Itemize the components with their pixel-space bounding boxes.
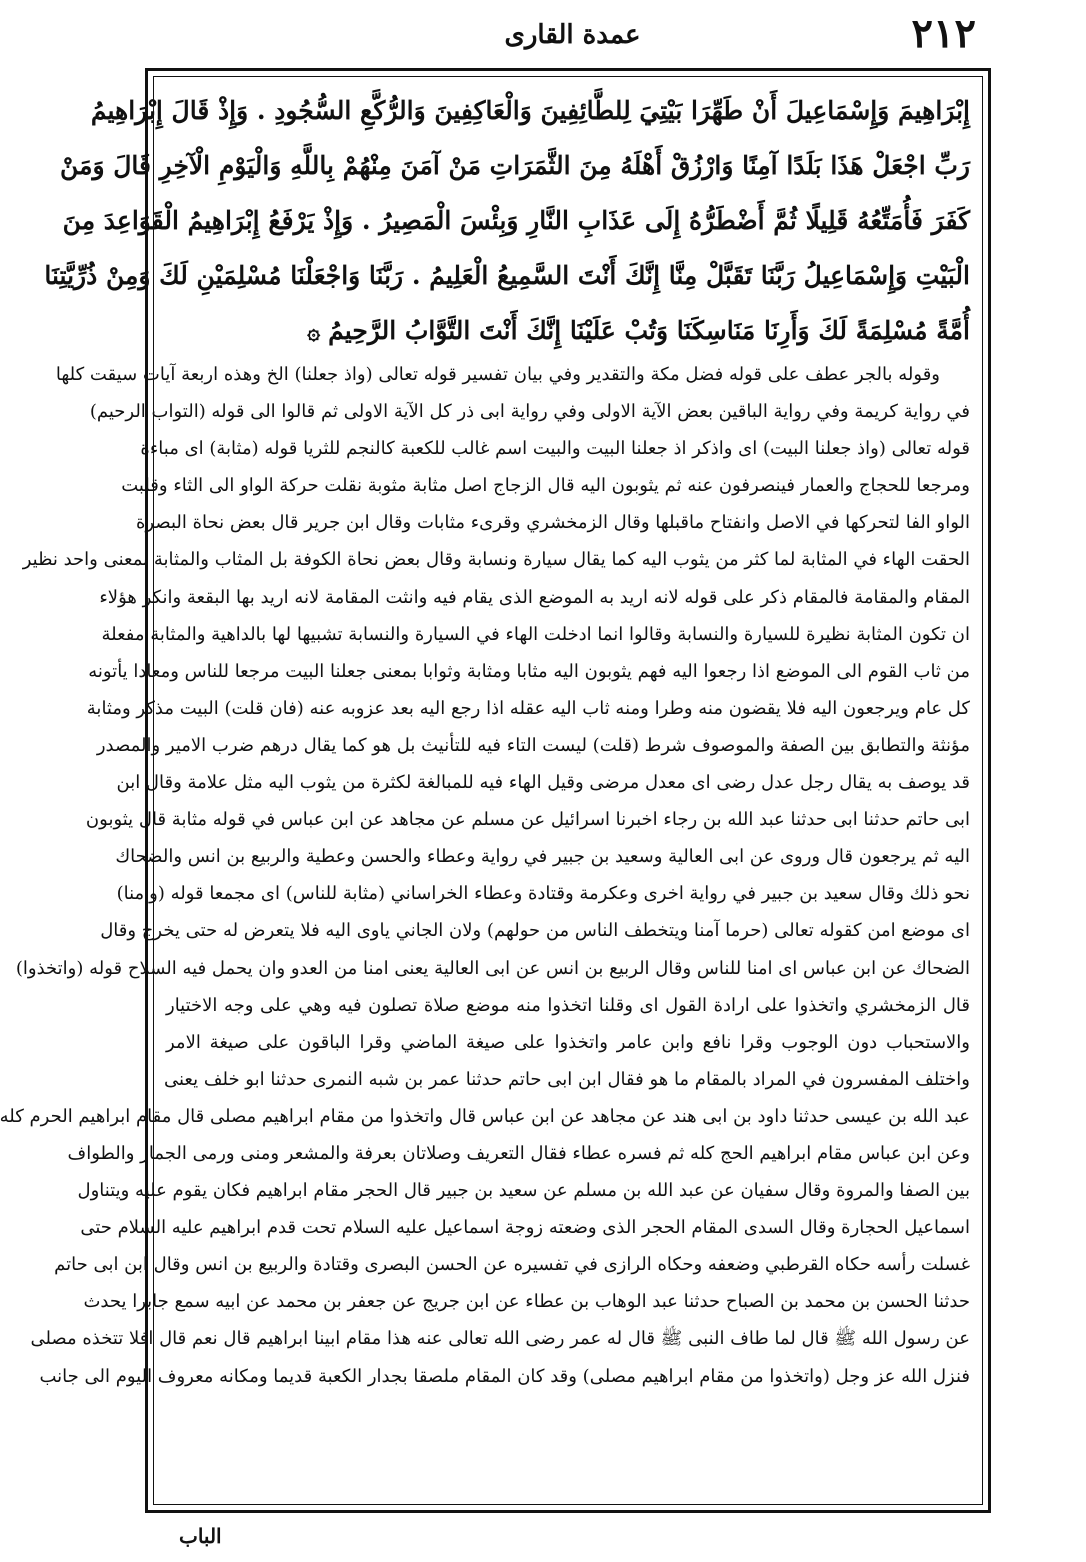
- commentary-line: قوله تعالى (واذ جعلنا البيت) اى واذكر اذ جعلنا البيت والبيت اسم غالب للكعبة كالنجم للثريا قوله (مثابة) اى مباءة: [140, 438, 970, 460]
- commentary-line: اليه ثم يرجعون قال وروى عن ابى العالية وسعيد بن جبير في رواية وعطاء والحسن وعطية والربيع بن انس والضحاك: [115, 846, 970, 868]
- commentary-line: ومرجعا للحجاج والعمار فينصرفون عنه ثم يثوبون اليه قال الزجاج اصل مثابة مثوبة نقلت حركة الواو الى الثاء وقلبت: [121, 475, 970, 497]
- commentary-line: المقام والمقامة فالمقام ذكر على قوله لانه اريد به الموضع الذى يقام فيه وانثت المقامة لانه اريد بها البقعة وانكر هؤلاء: [99, 586, 970, 608]
- commentary-line: وعن ابن عباس مقام ابراهيم الحج كله ثم فسره عطاء فقال التعريف وصلاتان بعرفة والمشعر ومنى ورمى الجمار والطواف: [67, 1142, 970, 1164]
- commentary-line: مؤنثة والتطابق بين الصفة والموصوف شرط (قلت) ليست التاء فيه للتأنيث بل هو كما يقال درهم ضرب الامير والمصدر: [96, 734, 970, 756]
- commentary-line: وقوله بالجر عطف على قوله فضل مكة والتقدير وفي بيان تفسير قوله تعالى (واذ جعلنا) الخ وهذه اربعة آيات سيقت كلها: [55, 364, 940, 385]
- commentary-line: من ثاب القوم الى الموضع اذا رجعوا اليه فهم يثوبون اليه مثابا ومثابة وثوابا بمعنى جعلنا البيت مرجعا للناس ومعادا يأتونه: [88, 660, 970, 682]
- commentary-line: بين الصفا والمروة وقال سفيان عن عبد الله بن مسلم عن سعيد بن جبير قال الحجر مقام ابراهيم فكان يقوم عليه ويتناول: [77, 1180, 970, 1202]
- text-frame: [0, 68, 991, 1513]
- catchword: الباب: [179, 1524, 222, 1548]
- verse-line: [166, 303, 970, 358]
- commentary-line: غسلت رأسه حكاه القرطبي وضعفه وحكاه الرازى في تفسيره عن الحسن البصرى وقتادة والربيع بن انس وقال ابن ابى حاتم: [54, 1254, 970, 1276]
- verse-line-text: أُمَّةً مُسْلِمَةً لَكَ وَأَرِنَا مَنَاسِكَنَا وَتُبْ عَلَيْنَا إِنَّكَ أَنْتَ التَّوَّابُ الرَّحِيمُ: [328, 316, 970, 345]
- commentary-line: كل عام ويرجعون اليه فلا يقضون منه وطرا ومنه ثاب اليه عقله اذا رجع اليه بعد عزوبه عنه (فان قلت) البيت مذكر ومثابة: [86, 697, 970, 719]
- running-title: عمدة القارى: [504, 20, 641, 50]
- commentary-line: اى موضع امن كقوله تعالى (حرما آمنا ويتخطف الناس من حولهم) ولان الجاني ياوى اليه فلا يتعرض له حتى يخرج وقال: [100, 920, 970, 942]
- commentary-line: عن رسول الله ﷺ قال لما طاف النبى ﷺ قال له عمر رضى الله تعالى عنه هذا مقام ابينا ابراهيم قال نعم قال افلا تتخذه مصلى: [30, 1328, 970, 1350]
- commentary-line: الواو الفا لتحركها في الاصل وانفتاح ماقبلها وقال الزمخشري وقرىء مثابات وقال ابن جرير قال بعض نحاة البصرة: [136, 512, 970, 534]
- commentary-line: عبد الله بن عيسى حدثنا داود بن ابى هند عن مجاهد عن ابن عباس قال واتخذوا من مقام ابراهيم مصلى قال مقام ابراهيم الحرم كله: [0, 1105, 970, 1127]
- commentary-line: والاستحباب دون الوجوب وقرا نافع وابن عامر واتخذوا على صيغة الماضي وقرا الباقون على صيغة الامر: [166, 1031, 970, 1053]
- commentary-line: ان تكون المثابة نظيرة للسيارة والنسابة وقالوا انما ادخلت الهاء في السيارة والنسابة تشبيها لها بالداهية والمثابة مفعلة: [101, 623, 970, 645]
- commentary-line: قد يوصف به يقال رجل عدل رضى اى معدل مرضى وقيل الهاء فيه للمبالغة لكثرة من يثوب اليه مثل علامة وقال ابن: [116, 772, 970, 794]
- verse-line: إِبْرَاهِيمَ وَإِسْمَاعِيلَ أَنْ طَهِّرَا بَيْتِيَ لِلطَّائِفِينَ وَالْعَاكِفِينَ وَالرُّكَّعِ السُّجُودِ . وَإِذْ قَالَ إِبْرَاهِيمُ: [90, 96, 970, 125]
- page-number: ٢١٢: [911, 10, 976, 57]
- quran-verse-block: [44, 83, 970, 358]
- commentary-line: فنزل الله عز وجل (واتخذوا من مقام ابراهيم مصلى) وقد كان المقام ملصقا بجدار الكعبة قديما ومكانه معروف اليوم الى جانب: [39, 1365, 970, 1387]
- commentary-body: [0, 356, 970, 1395]
- commentary-line: نحو ذلك وقال سعيد بن جبير في رواية اخرى وعكرمة وقتادة وعطاء الخراساني (مثابة للناس) اى مجمعا قوله (وامنا): [116, 883, 970, 905]
- verse-line: الْبَيْتِ وَإِسْمَاعِيلُ رَبَّنَا تَقَبَّلْ مِنَّا إِنَّكَ أَنْتَ السَّمِيعُ الْعَلِيمُ . رَبَّنَا وَاجْعَلْنَا مُسْلِمَيْنِ لَكَ وَمِنْ ذُرِّيَّتِنَا: [44, 261, 970, 290]
- commentary-line: اسماعيل الحجارة وقال السدى المقام الحجر الذى وضعته زوجة اسماعيل عليه السلام تحت قدم ابراهيم عليه السلام حتى: [80, 1217, 970, 1239]
- commentary-line: واختلف المفسرون في المراد بالمقام ما هو فقال ابن ابى حاتم حدثنا عمر بن شبه النمرى حدثنا ابو خلف يعنى: [164, 1068, 970, 1090]
- verse-line: رَبِّ اجْعَلْ هَذَا بَلَدًا آمِنًا وَارْزُقْ أَهْلَهُ مِنَ الثَّمَرَاتِ مَنْ آمَنَ مِنْهُمْ بِاللَّهِ وَالْيَوْمِ الْآخِرِ قَالَ وَمَنْ: [60, 151, 970, 180]
- commentary-line: في رواية كريمة وفي رواية الباقين بعض الآية الاولى وفي رواية ابى ذر كل الآية الاولى ثم قالوا الى قوله (التواب الرحيم): [89, 401, 970, 423]
- verse-line: كَفَرَ فَأُمَتِّعُهُ قَلِيلًا ثُمَّ أَضْطَرُّهُ إِلَى عَذَابِ النَّارِ وَبِئْسَ الْمَصِيرُ . وَإِذْ يَرْفَعُ إِبْرَاهِيمُ الْقَوَاعِدَ مِنَ: [62, 206, 970, 235]
- commentary-line: حدثنا الحسن بن محمد بن الصباح حدثنا عبد الوهاب بن عطاء عن ابن جريج عن جعفر بن محمد عن ابيه سمع جابرا يحدث: [83, 1291, 970, 1313]
- verse-end-ornament-icon: ۞: [307, 319, 321, 345]
- commentary-line: الحقت الهاء في المثابة لما كثر من يثوب اليه كما يقال سيارة ونسابة وقال بعض نحاة الكوفة بل المثاب والمثابة بمعنى واحد نظير: [22, 549, 970, 571]
- commentary-line: قال الزمخشري واتخذوا على ارادة القول اى وقلنا اتخذوا منه موضع صلاة تصلون فيه وهي على وجه الاختيار: [166, 994, 970, 1016]
- commentary-line: ابى حاتم حدثنا ابى حدثنا عبد الله بن رجاء اخبرنا اسرائيل عن مسلم عن مجاهد عن ابن عباس في قوله مثابة قال يثوبون: [85, 809, 970, 831]
- commentary-line: الضحاك عن ابن عباس اى امنا للناس وقال الربيع بن انس عن ابى العالية يعنى امنا من العدو وان يحمل فيه السلاح قوله (واتخذوا): [15, 957, 970, 979]
